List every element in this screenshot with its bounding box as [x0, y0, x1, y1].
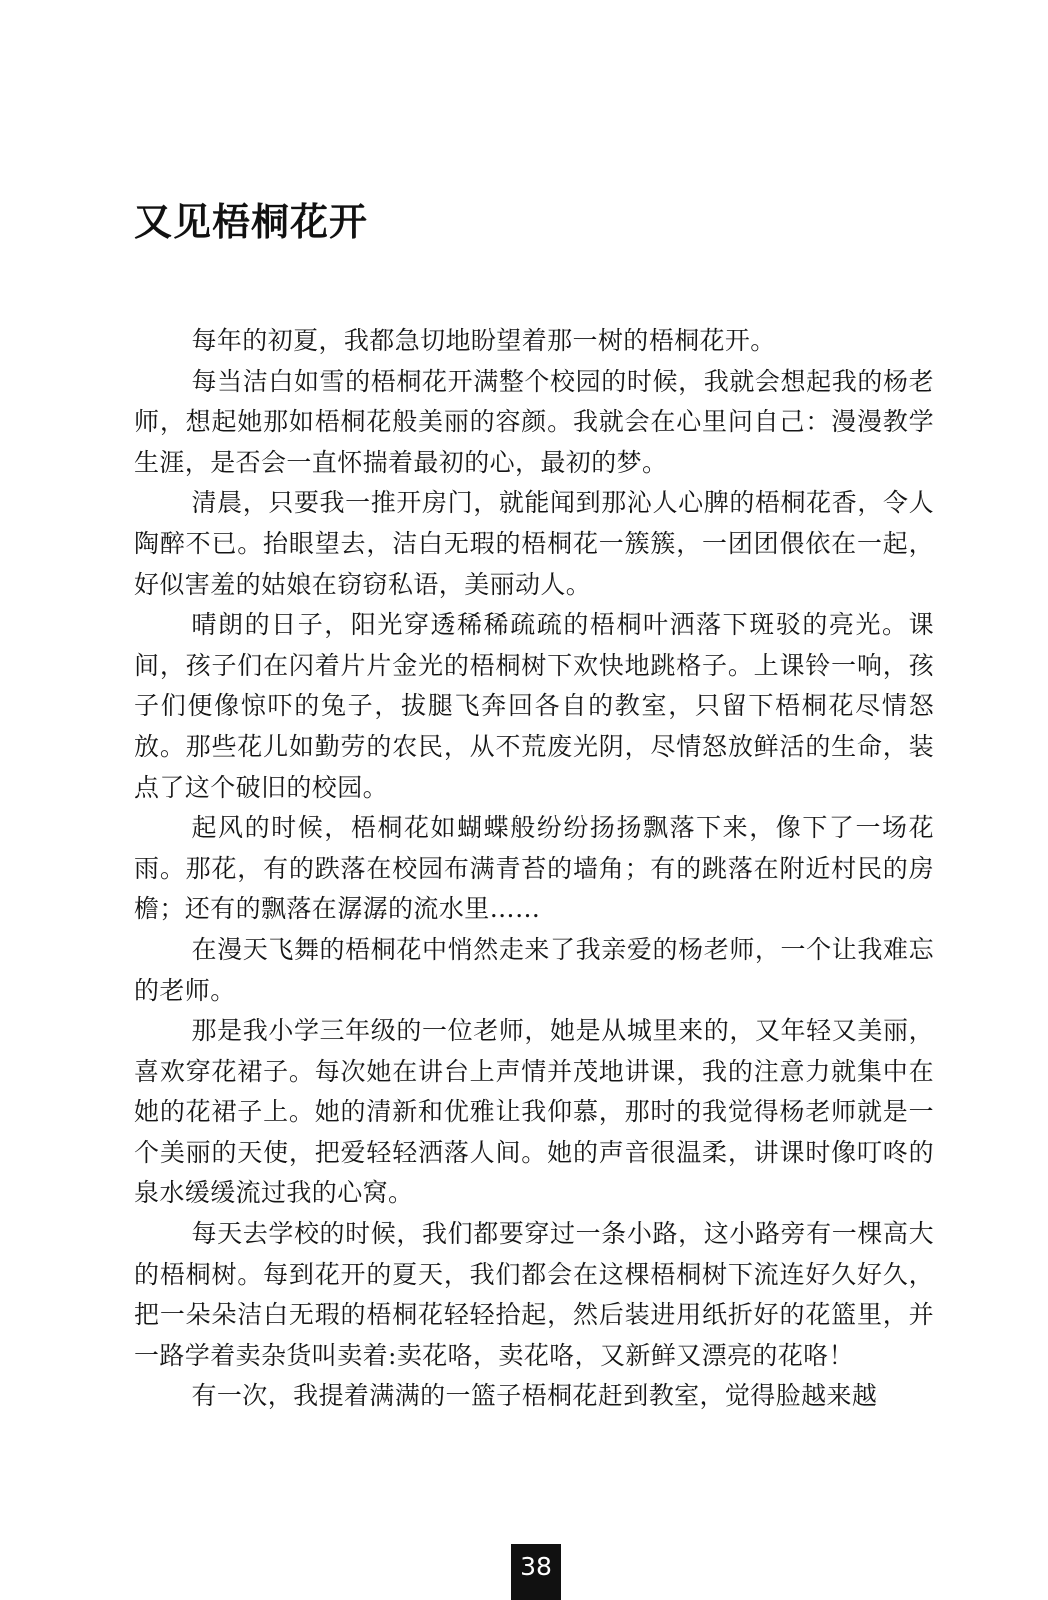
- paragraph: 清晨，只要我一推开房门，就能闻到那沁人心脾的梧桐花香，令人陶醉不已。抬眼望去，洁白无瑕的梧桐花一簇簇，一团团偎依在一起，好似害羞的姑娘在窃窃私语，美丽动人。: [134, 488, 934, 599]
- paragraph: 每天去学校的时候，我们都要穿过一条小路，这小路旁有一棵高大的梧桐树。每到花开的夏天，我们都会在这棵梧桐树下流连好久好久，把一朵朵洁白无瑕的梧桐花轻轻拾起，然后装进用纸折好的花篮里，并一路学着卖杂货叫卖着:卖花咯，卖花咯，又新鲜又漂亮的花咯！: [134, 1219, 934, 1370]
- paragraph: 每当洁白如雪的梧桐花开满整个校园的时候，我就会想起我的杨老师，想起她那如梧桐花般美丽的容颜。我就会在心里问自己：漫漫教学生涯，是否会一直怀揣着最初的心，最初的梦。: [134, 366, 934, 477]
- paragraph: 晴朗的日子，阳光穿透稀稀疏疏的梧桐叶洒落下斑驳的亮光。课间，孩子们在闪着片片金光的梧桐树下欢快地跳格子。上课铃一响，孩子们便像惊吓的兔子，拔腿飞奔回各自的教室，只留下梧桐花尽情怒放。那些花儿如勤劳的农民，从不荒废光阴，尽情怒放鲜活的生命，装点了这个破旧的校园。: [134, 610, 934, 802]
- page-number: 38: [511, 1544, 561, 1600]
- chapter-title: 又见梧桐花开: [134, 200, 369, 244]
- paragraph: 起风的时候，梧桐花如蝴蝶般纷纷扬扬飘落下来，像下了一场花雨。那花，有的跌落在校园布满青苔的墙角；有的跳落在附近村民的房檐；还有的飘落在潺潺的流水里……: [134, 813, 934, 924]
- paragraph: 那是我小学三年级的一位老师，她是从城里来的，又年轻又美丽，喜欢穿花裙子。每次她在讲台上声情并茂地讲课，我的注意力就集中在她的花裙子上。她的清新和优雅让我仰慕，那时的我觉得杨老师就是一个美丽的天使，把爱轻轻洒落人间。她的声音很温柔，讲课时像叮咚的泉水缓缓流过我的心窝。: [134, 1016, 934, 1208]
- paragraph: 在漫天飞舞的梧桐花中悄然走来了我亲爱的杨老师，一个让我难忘的老师。: [134, 934, 934, 1005]
- chapter-body: [134, 321, 934, 1417]
- paragraph: 每年的初夏，我都急切地盼望着那一树的梧桐花开。: [191, 326, 776, 355]
- paragraph: 有一次，我提着满满的一篮子梧桐花赶到教室，觉得脸越来越: [191, 1381, 878, 1411]
